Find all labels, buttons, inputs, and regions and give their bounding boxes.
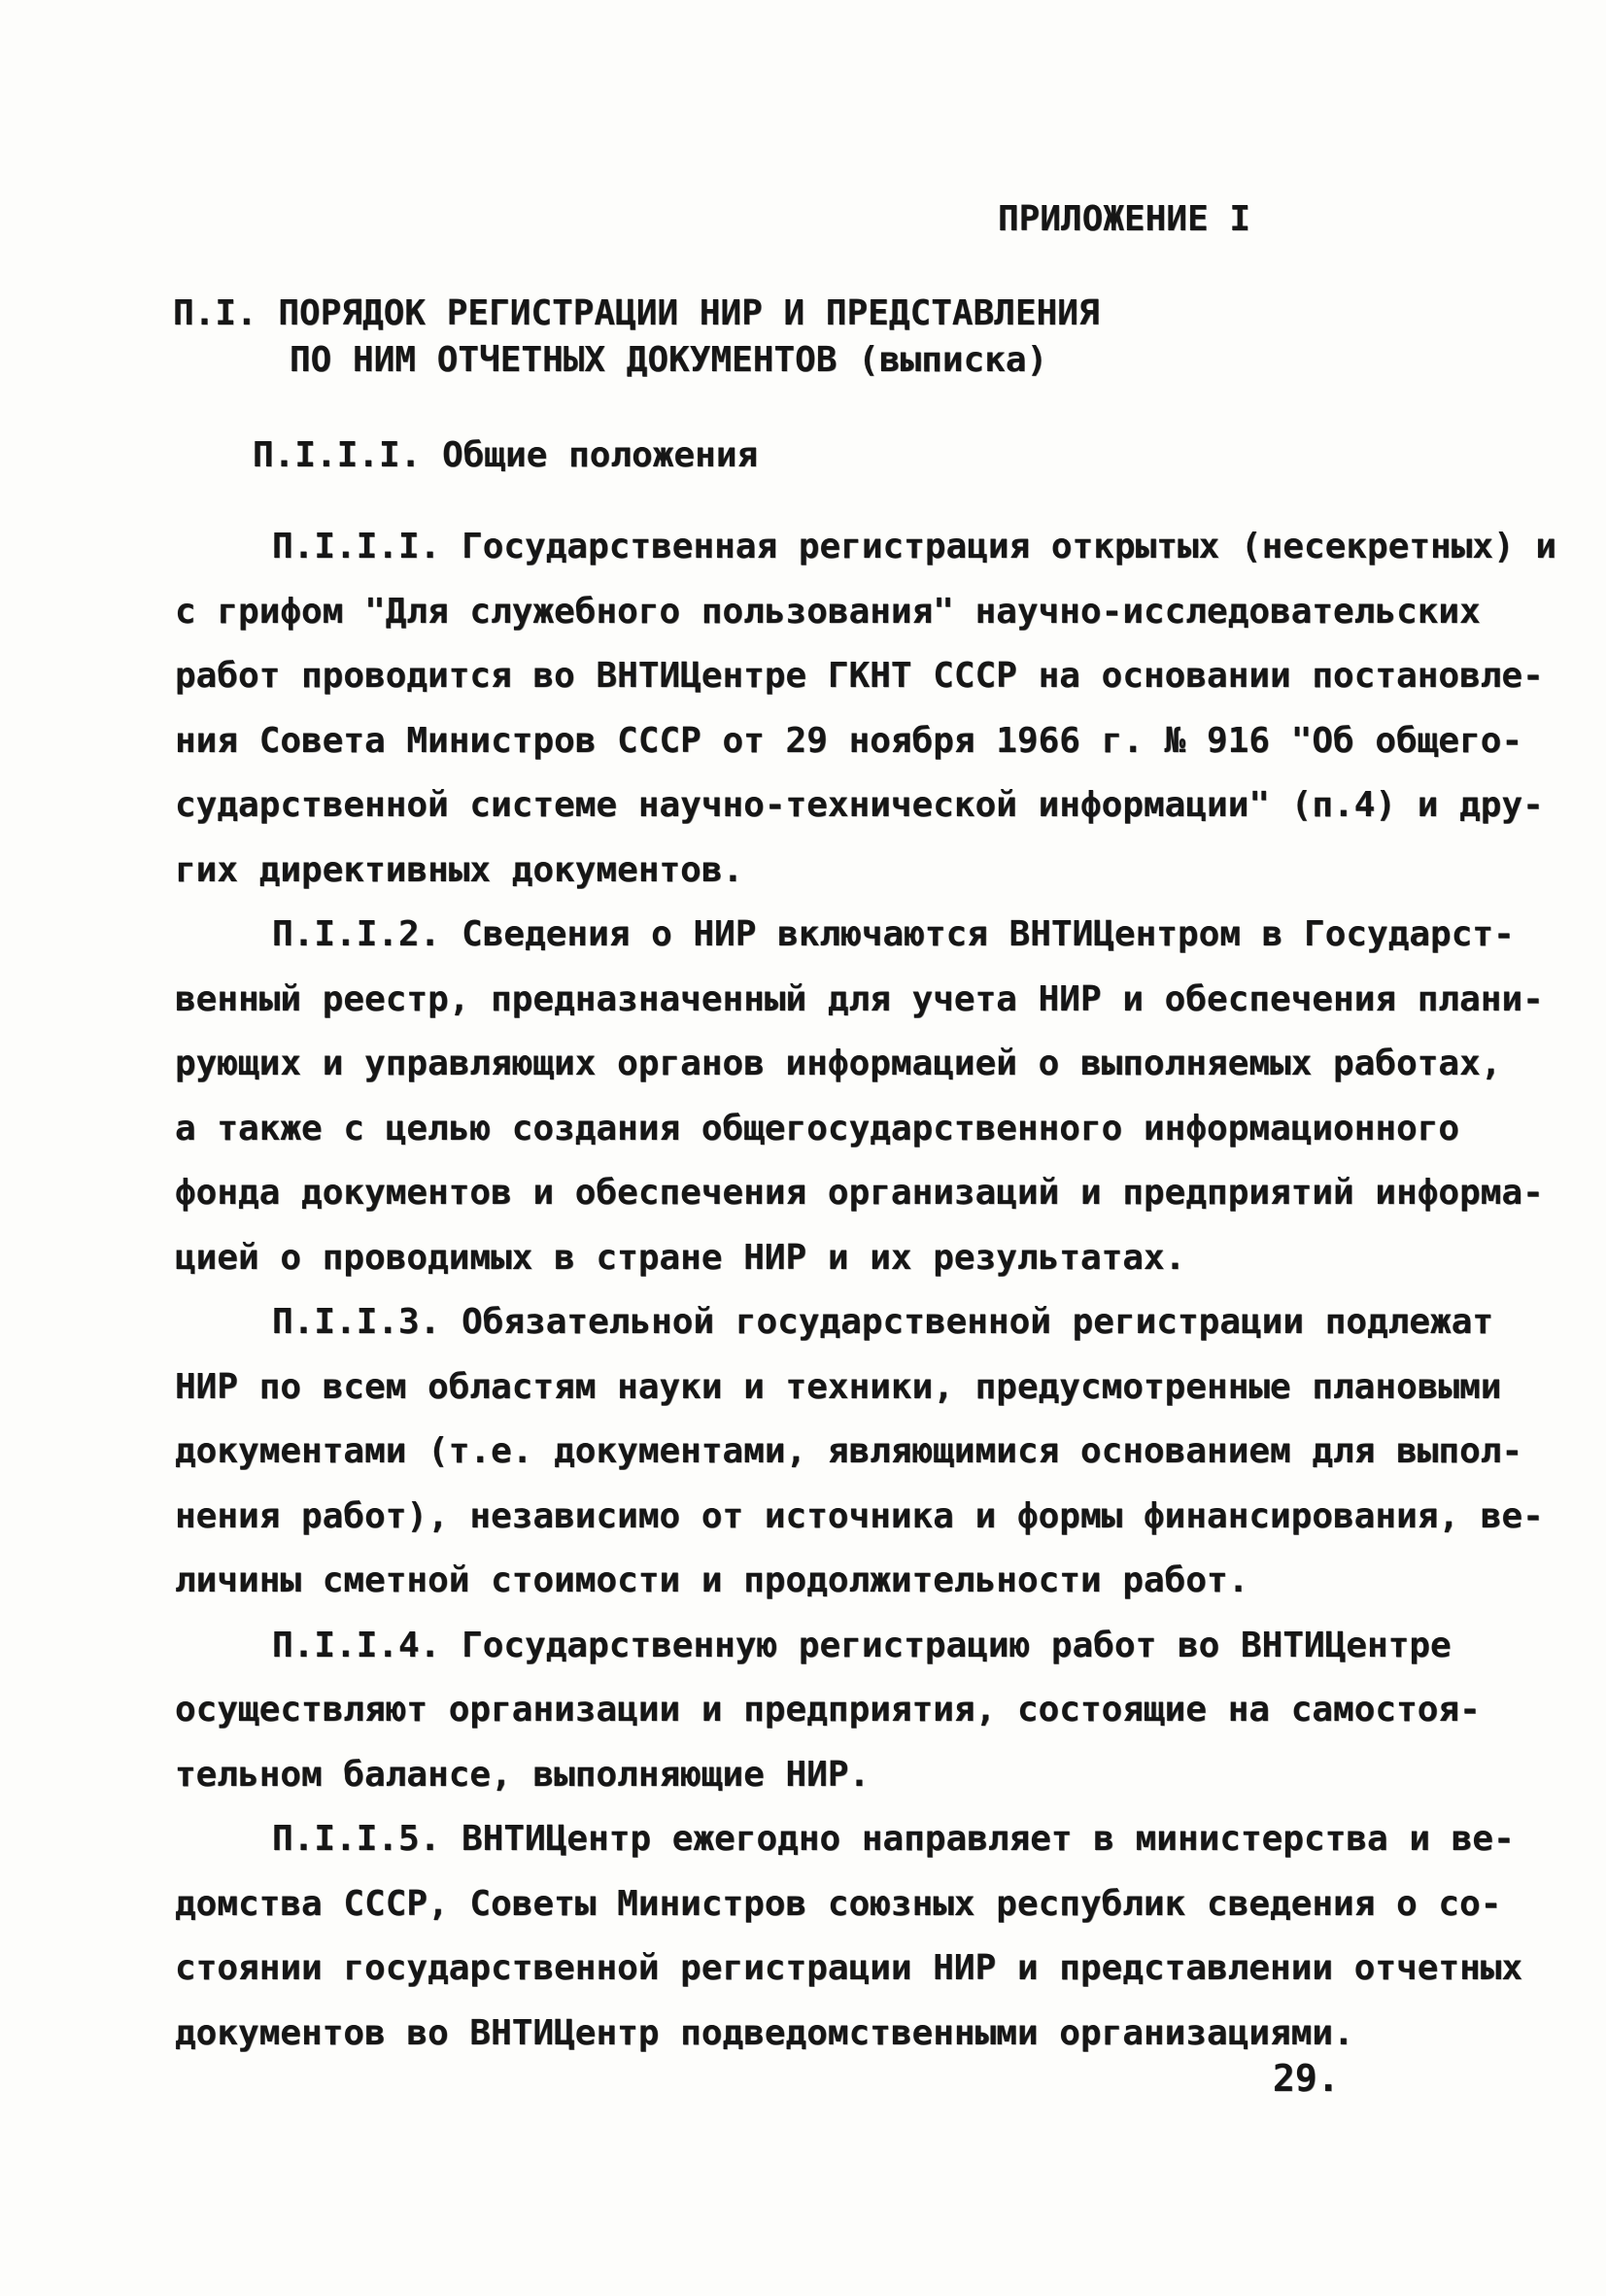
text-line: домства СССР, Советы Министров союзных республик сведения о со- (175, 1883, 1502, 1924)
text-line: венный реестр, предназначенный для учета НИР и обеспечения плани- (175, 978, 1544, 1019)
text-line: П.I.I.2. Сведения о НИР включаются ВНТИЦентром в Государст- (272, 914, 1515, 954)
text-line: документами (т.е. документами, являющимися основанием для выпол- (175, 1431, 1523, 1471)
text-line: ния Совета Министров СССР от 29 ноября 1966 г. № 916 "Об общего- (175, 720, 1523, 761)
text-line: с грифом "Для служебного пользования" научно-исследовательских (175, 591, 1481, 632)
paragraph (175, 903, 1555, 1290)
text-line: сударственной системе научно-технической информации" (п.4) и дру- (175, 785, 1544, 825)
text-line: П.I.I.I. Государственная регистрация открытых (несекретных) и (272, 527, 1557, 566)
text-line: а также с целью создания общегосударственного информационного (175, 1108, 1460, 1148)
text-line: стоянии государственной регистрации НИР и представлении отчетных (175, 1948, 1523, 1988)
document-title-line2: ПО НИМ ОТЧЕТНЫХ ДОКУМЕНТОВ (выписка) (290, 340, 1048, 380)
paragraph (175, 1290, 1555, 1614)
section-heading: П.I.I.I. Общие положения (253, 435, 759, 475)
text-line: рующих и управляющих органов информацией о выполняемых работах, (175, 1044, 1502, 1083)
paragraph (175, 1614, 1555, 1808)
text-line: тельном балансе, выполняющие НИР. (175, 1754, 871, 1795)
text-line: осуществляют организации и предприятия, состоящие на самостоя- (175, 1690, 1481, 1730)
text-line: НИР по всем областям науки и техники, предусмотренные плановыми (175, 1366, 1502, 1407)
text-line: личины сметной стоимости и продолжительности работ. (175, 1560, 1249, 1600)
annex-label: ПРИЛОЖЕНИЕ I (998, 199, 1251, 239)
text-line: нения работ), независимо от источника и формы финансирования, ве- (175, 1495, 1544, 1536)
text-line: П.I.I.5. ВНТИЦентр ежегодно направляет в министерства и ве- (272, 1819, 1515, 1859)
text-line: цией о проводимых в стране НИР и их результатах. (175, 1237, 1186, 1278)
text-line: документов во ВНТИЦентр подведомственными организациями. (175, 2012, 1354, 2053)
text-line: фонда документов и обеспечения организаций и предприятий информа- (175, 1173, 1544, 1213)
text-line: П.I.I.4. Государственную регистрацию работ во ВНТИЦентре (272, 1625, 1452, 1665)
text-line: гих директивных документов. (175, 849, 744, 890)
text-line: П.I.I.3. Обязательной государственной регистрации подлежат (272, 1302, 1494, 1342)
document-body (175, 515, 1555, 2066)
document-title-line1: П.I. ПОРЯДОК РЕГИСТРАЦИИ НИР И ПРЕДСТАВЛЕНИЯ (173, 293, 1100, 333)
paragraph (175, 515, 1555, 903)
text-line: работ проводится во ВНТИЦентре ГКНТ СССР на основании постановле- (175, 656, 1544, 696)
paragraph (175, 1807, 1555, 2066)
page-number: 29. (1273, 2057, 1340, 2100)
